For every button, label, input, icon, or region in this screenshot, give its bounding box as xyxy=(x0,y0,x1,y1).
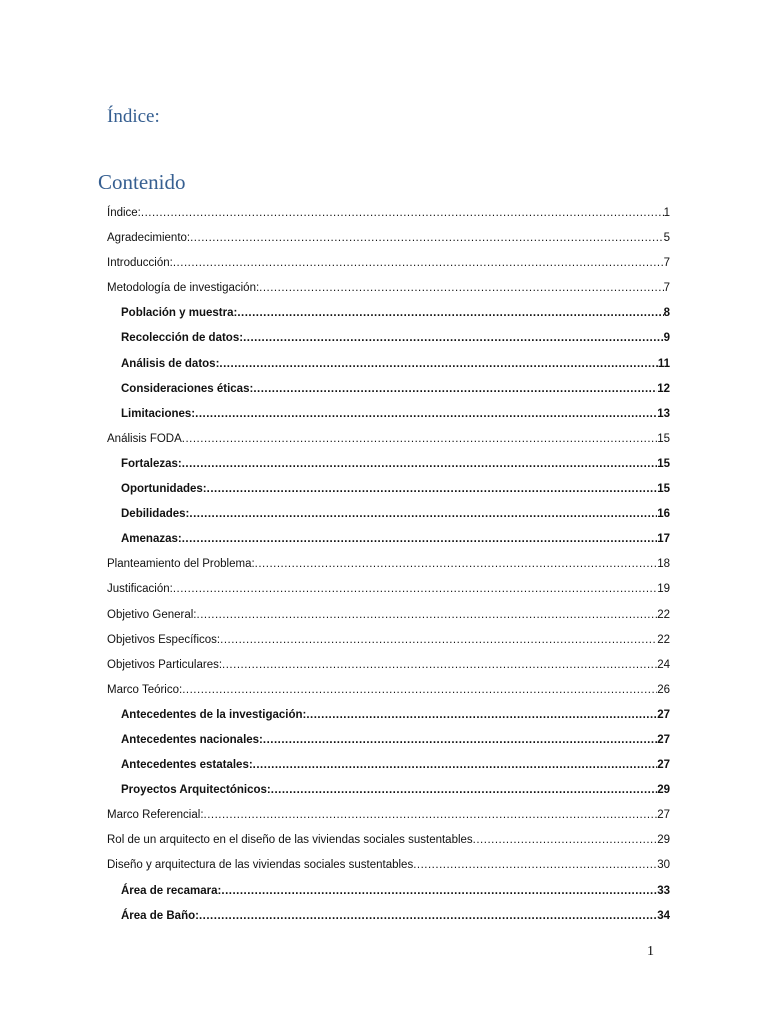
toc-dot-leader xyxy=(189,502,657,527)
toc-entry-title: Objetivo General: xyxy=(107,608,197,621)
toc-entry-title: Diseño y arquitectura de las viviendas sociales sustentables xyxy=(107,859,414,872)
toc-entry-title: Metodología de investigación: xyxy=(107,282,260,295)
toc-entry-page: 27 xyxy=(657,759,670,772)
toc-entry[interactable] xyxy=(107,728,670,753)
toc-entry[interactable] xyxy=(107,226,670,251)
toc-entry[interactable] xyxy=(107,352,670,377)
page-number: 1 xyxy=(647,944,654,959)
toc-dot-leader xyxy=(182,427,657,452)
toc-dot-leader xyxy=(219,352,657,377)
page-heading: Índice: xyxy=(107,106,160,127)
toc-entry[interactable] xyxy=(107,552,670,577)
toc-entry-page: 34 xyxy=(657,909,670,922)
toc-entry-title: Marco Referencial: xyxy=(107,809,204,822)
toc-entry-page: 18 xyxy=(657,558,670,571)
toc-dot-leader xyxy=(207,477,658,502)
toc-entry-title: Antecedentes de la investigación: xyxy=(121,708,307,721)
toc-dot-leader xyxy=(182,678,657,703)
toc-entry-page: 7 xyxy=(663,257,670,270)
toc-entry-title: Limitaciones: xyxy=(121,407,196,420)
toc-entry[interactable] xyxy=(107,326,670,351)
toc-dot-leader xyxy=(195,402,657,427)
toc-dot-leader xyxy=(263,728,657,753)
toc-entry-title: Amenazas: xyxy=(121,533,182,546)
toc-entry-title: Antecedentes estatales: xyxy=(121,759,253,772)
toc-entry-page: 11 xyxy=(657,357,670,370)
toc-entry-page: 8 xyxy=(663,307,670,320)
toc-entry[interactable] xyxy=(107,778,670,803)
toc-dot-leader xyxy=(173,577,657,602)
toc-entry-title: Análisis de datos: xyxy=(121,357,220,370)
toc-dot-leader xyxy=(199,904,657,929)
toc-dot-leader xyxy=(473,828,658,853)
toc-entry-page: 24 xyxy=(657,658,670,671)
toc-entry[interactable] xyxy=(107,628,670,653)
toc-entry-title: Índice: xyxy=(107,207,141,219)
toc-dot-leader xyxy=(182,452,657,477)
toc-dot-leader xyxy=(204,803,658,828)
toc-entry-page: 13 xyxy=(657,407,670,420)
toc-entry[interactable] xyxy=(107,904,670,929)
toc-dot-leader xyxy=(271,778,657,803)
toc-entry-title: Objetivos Específicos: xyxy=(107,633,221,646)
toc-entry-page: 15 xyxy=(657,432,670,445)
toc-entry[interactable] xyxy=(107,377,670,402)
toc-entry-page: 29 xyxy=(657,784,670,797)
toc-entry-title: Antecedentes nacionales: xyxy=(121,733,263,746)
toc-entry[interactable] xyxy=(107,301,670,326)
toc-entry-page: 16 xyxy=(657,508,670,521)
toc-entry-title: Consideraciones éticas: xyxy=(121,382,254,395)
toc-entry[interactable] xyxy=(107,477,670,502)
toc-entry[interactable] xyxy=(107,276,670,301)
toc-entry-title: Justificación: xyxy=(107,583,173,596)
toc-entry-page: 27 xyxy=(657,708,670,721)
toc-entry[interactable] xyxy=(107,753,670,778)
toc-dot-leader xyxy=(306,703,657,728)
toc-entry-title: Área de Baño: xyxy=(121,909,199,922)
toc-dot-leader xyxy=(190,226,663,251)
toc-entry-page: 22 xyxy=(657,633,670,646)
toc-entry-title: Introducción: xyxy=(107,257,173,270)
toc-entry-title: Fortalezas: xyxy=(121,457,182,470)
toc-entry-page: 29 xyxy=(657,834,670,847)
toc-entry-page: 7 xyxy=(663,282,670,295)
toc-entry-title: Recolección de datos: xyxy=(121,332,244,345)
toc-entry-title: Agradecimiento: xyxy=(107,232,191,245)
toc-entry[interactable] xyxy=(107,828,670,853)
toc-entry[interactable] xyxy=(107,853,670,878)
toc-dot-leader xyxy=(237,301,663,326)
toc-entry-page: 19 xyxy=(657,583,670,596)
toc-dot-leader xyxy=(253,377,657,402)
toc-entry[interactable] xyxy=(107,452,670,477)
toc-dot-leader xyxy=(243,326,664,351)
table-of-contents xyxy=(107,201,670,929)
toc-dot-leader xyxy=(255,552,658,577)
toc-entry[interactable] xyxy=(107,603,670,628)
toc-entry[interactable] xyxy=(107,527,670,552)
toc-entry-title: Planteamiento del Problema: xyxy=(107,558,255,571)
toc-entry[interactable] xyxy=(107,803,670,828)
toc-dot-leader xyxy=(197,603,658,628)
toc-dot-leader xyxy=(220,628,657,653)
toc-dot-leader xyxy=(253,753,658,778)
toc-entry-page: 26 xyxy=(657,683,670,696)
toc-dot-leader xyxy=(182,527,657,552)
toc-dot-leader xyxy=(173,251,664,276)
toc-entry[interactable] xyxy=(107,251,670,276)
toc-entry[interactable] xyxy=(107,653,670,678)
toc-entry[interactable] xyxy=(107,402,670,427)
toc-entry-page: 12 xyxy=(657,382,670,395)
toc-entry-page: 17 xyxy=(657,533,670,546)
toc-entry-title: Área de recamara: xyxy=(121,884,222,897)
toc-entry-page: 27 xyxy=(657,733,670,746)
toc-entry[interactable] xyxy=(107,879,670,904)
toc-dot-leader xyxy=(141,201,664,226)
toc-entry[interactable] xyxy=(107,577,670,602)
toc-entry-title: Análisis FODA xyxy=(107,432,182,445)
toc-entry-page: 15 xyxy=(657,457,670,470)
toc-entry[interactable] xyxy=(107,502,670,527)
toc-entry-page: 9 xyxy=(663,332,670,345)
toc-dot-leader xyxy=(413,853,657,878)
toc-entry-title: Rol de un arquitecto en el diseño de las viviendas sociales sustentables xyxy=(107,834,473,847)
toc-entry[interactable] xyxy=(107,201,670,226)
toc-entry[interactable] xyxy=(107,678,670,703)
toc-entry-page: 30 xyxy=(657,859,670,872)
toc-dot-leader xyxy=(221,879,657,904)
toc-entry-title: Oportunidades: xyxy=(121,483,207,496)
toc-entry-page: 1 xyxy=(663,207,670,219)
toc-entry[interactable] xyxy=(107,703,670,728)
toc-entry-title: Objetivos Particulares: xyxy=(107,658,223,671)
toc-entry-title: Marco Teórico: xyxy=(107,683,183,696)
toc-dot-leader xyxy=(259,276,663,301)
toc-entry-title: Proyectos Arquitectónicos: xyxy=(121,784,271,797)
toc-entry-page: 33 xyxy=(657,884,670,897)
toc-entry-title: Debilidades: xyxy=(121,508,190,521)
toc-entry-page: 15 xyxy=(657,483,670,496)
toc-entry-page: 22 xyxy=(657,608,670,621)
toc-dot-leader xyxy=(222,653,657,678)
toc-entry-title: Población y muestra: xyxy=(121,307,238,320)
toc-entry-page: 5 xyxy=(663,232,670,245)
toc-heading: Contenido xyxy=(98,170,186,194)
toc-entry-page: 27 xyxy=(657,809,670,822)
toc-entry[interactable] xyxy=(107,427,670,452)
